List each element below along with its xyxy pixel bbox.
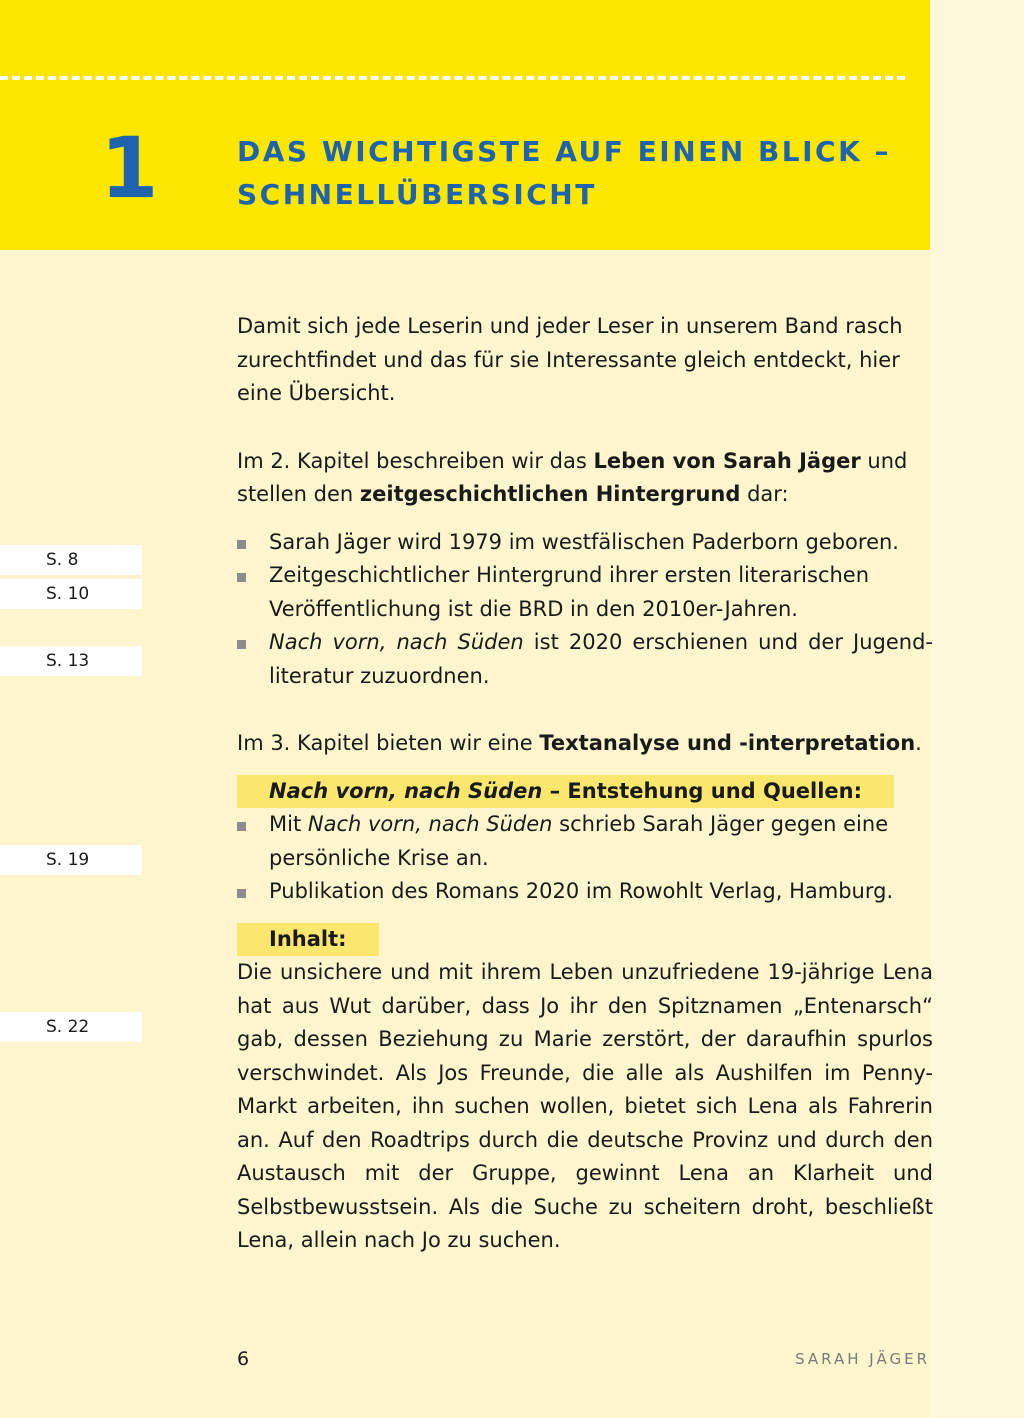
sources-bullets xyxy=(237,808,933,909)
chapter2-bold-life: Leben von Sarah Jäger xyxy=(593,448,861,473)
margin-ref-s10: S. 10 xyxy=(0,579,142,609)
list-item: Publikation des Romans 2020 im Rowohlt Verlag, Hamburg. xyxy=(237,875,933,909)
margin-ref-s8: S. 8 xyxy=(0,545,142,575)
right-margin-strip xyxy=(930,0,1024,1418)
chapter2-paragraph: Im 2. Kapitel beschreiben wir das Leben von Sarah Jäger und stellen den zeitgeschichtlichen Hintergrund dar: xyxy=(237,448,908,506)
list-item: Nach vorn, nach Süden ist 2020 erschienen und der Jugend-literatur zuzuordnen. xyxy=(237,626,933,693)
chapter2-bold-background: zeitgeschichtlichen Hintergrund xyxy=(359,482,741,506)
chapter-title-line1: DAS WICHTIGSTE AUF EINEN BLICK – xyxy=(237,135,892,168)
intro-paragraph: Damit sich jede Leserin und jeder Leser in unserem Band rasch zurechtfindet und das für sie Interessante gleich entdeckt, hier eine Übersicht. xyxy=(237,314,903,405)
chapter3-bold: Textanalyse und -interpretation xyxy=(539,731,916,755)
margin-ref-s22: S. 22 xyxy=(0,1012,142,1042)
list-item: Mit Nach vorn, nach Süden schrieb Sarah Jäger gegen eine persönliche Krise an. xyxy=(237,808,933,875)
list-item: Zeitgeschichtlicher Hintergrund ihrer ersten literarischen Veröffentlichung ist die BRD in den 2010er-Jahren. xyxy=(237,559,933,626)
list-item: Sarah Jäger wird 1979 im westfälischen Paderborn geboren. xyxy=(237,526,933,560)
dashed-divider xyxy=(0,76,905,80)
margin-ref-s19: S. 19 xyxy=(0,845,142,875)
chapter3-paragraph: Im 3. Kapitel bieten wir eine Textanalyse und -interpretation. xyxy=(237,731,922,755)
chapter-title-line2: SCHNELLÜBERSICHT xyxy=(237,178,597,211)
chapter-number: 1 xyxy=(100,119,159,217)
footer-author: SARAH JÄGER xyxy=(795,1350,930,1368)
section-heading-sources: Nach vorn, nach Süden – Entstehung und Quellen: xyxy=(237,775,894,809)
page-number: 6 xyxy=(237,1348,250,1370)
chapter-title xyxy=(237,130,917,216)
margin-ref-s13: S. 13 xyxy=(0,646,142,676)
chapter-header xyxy=(0,0,930,250)
section-heading-content: Inhalt: xyxy=(237,923,379,957)
content-summary: Die unsichere und mit ihrem Leben unzufriedene 19-jährige Lena hat aus Wut darüber, dass Jo ihr den Spitznamen „Entenarsch“ gab, dessen Beziehung zu Marie zerstört, der daraufhin spurlos verschwindet. Als Jos Freunde, die alle als Aushilfen im Penny-Markt arbeiten, ihn suchen wollen, bietet sich Lena als Fahrerin an. Auf den Roadtrips durch die deutsche Provinz und durch den Austausch mit der Gruppe, gewinnt Lena an Klarheit und Selbstbewusstsein. Als die Suche zu scheitern droht, beschließt Lena, allein nach Jo zu suchen. xyxy=(237,960,933,1252)
chapter2-bullets xyxy=(237,526,933,694)
main-content xyxy=(237,310,933,1258)
